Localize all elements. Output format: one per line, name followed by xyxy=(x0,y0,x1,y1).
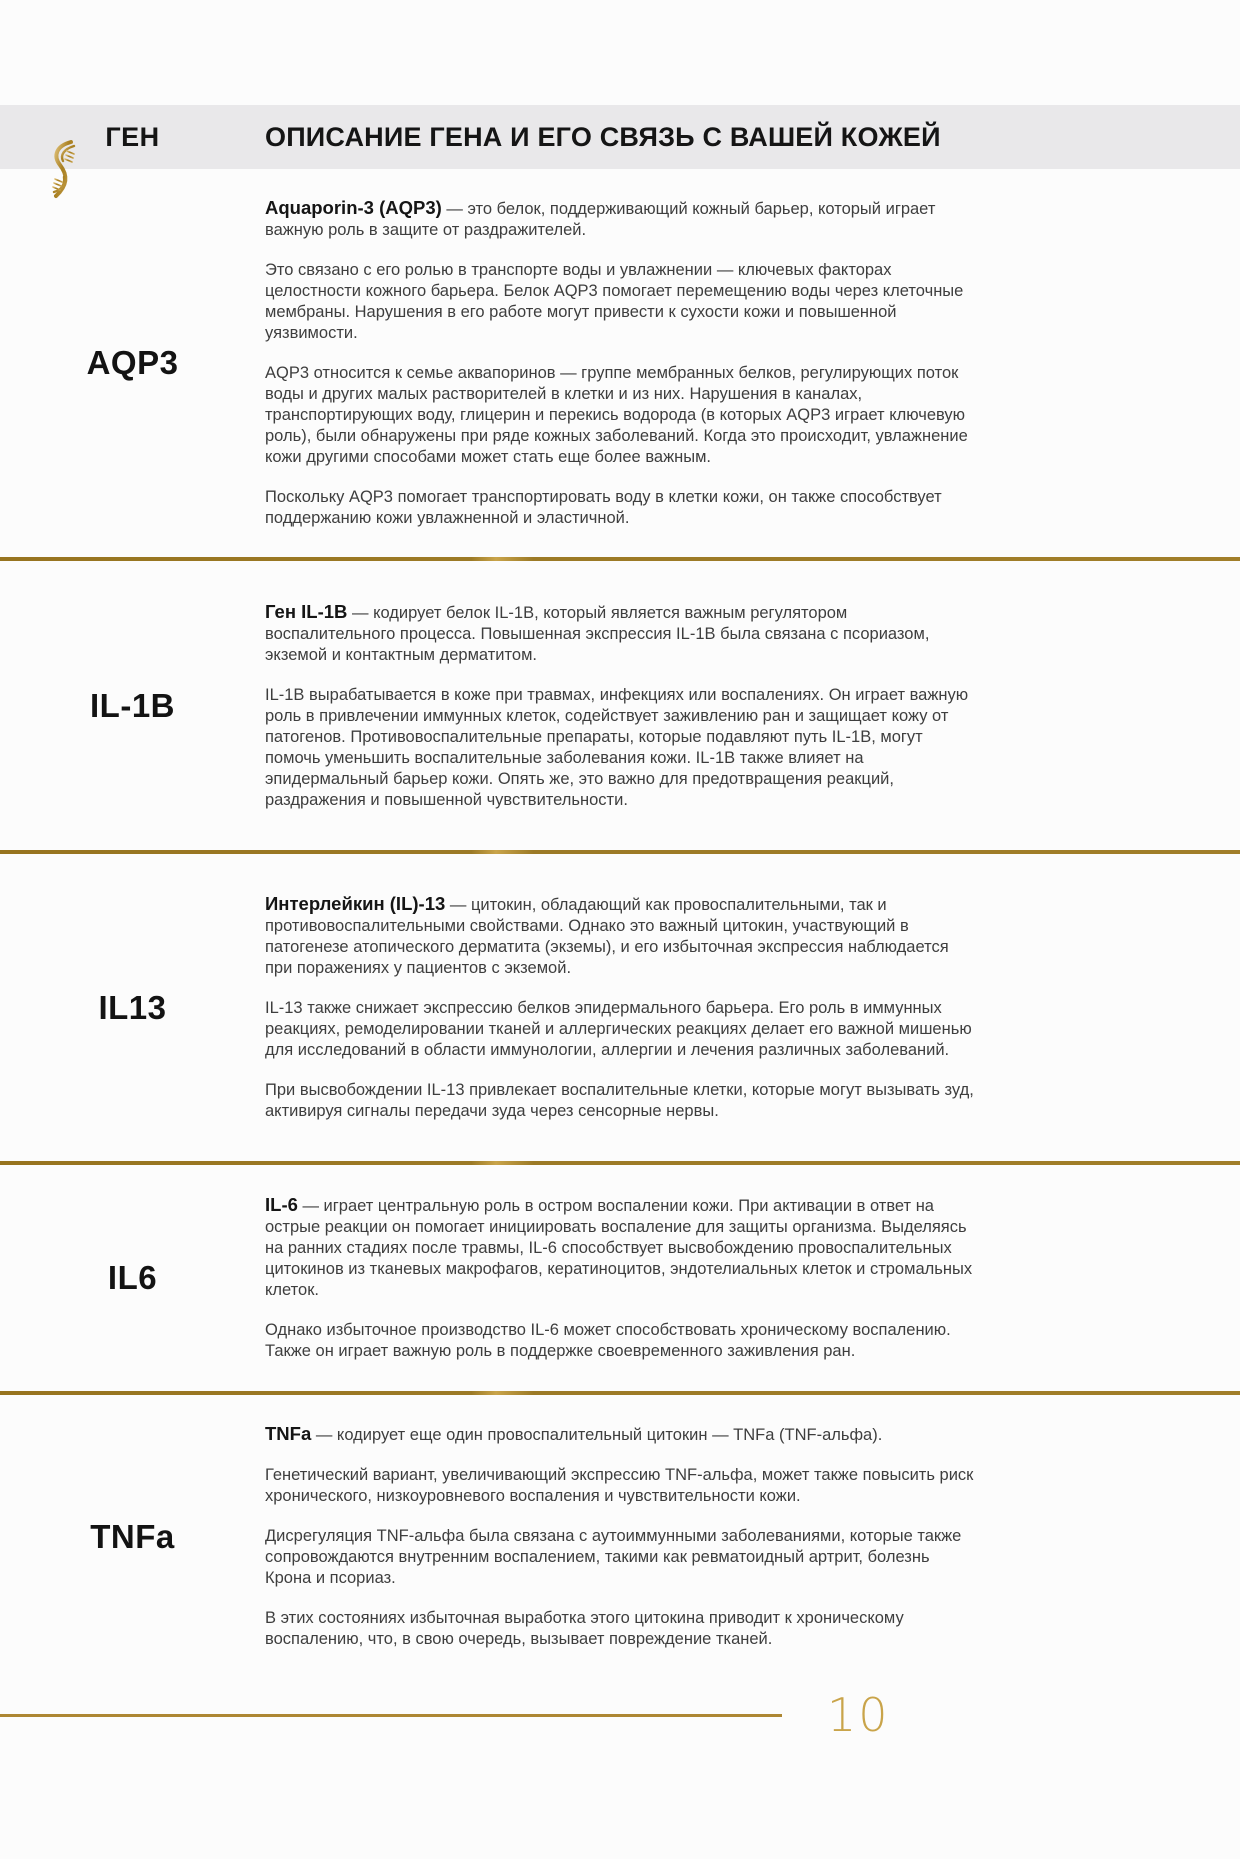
paragraph xyxy=(265,1465,977,1507)
paragraph-text: IL-13 также снижает экспрессию белков эпидермального барьера. Его роль в иммунных реакциях, ремоделировании тканей и аллергических реакциях делает его важной мишенью для исследований в области иммунологии, аллергии и лечения различных заболеваний. xyxy=(265,999,972,1059)
paragraph-text: — играет центральную роль в остром воспалении кожи. При активации в ответ на острые реакции он помогает инициировать воспаление для защиты организма. Выделяясь на ранних стадиях после травмы, IL-6 способствует высвобождению провоспалительных цитокинов из тканевых макрофагов, кератиноцитов, эндотелиальных клеток и стромальных клеток. xyxy=(265,1197,973,1299)
paragraph-text: — цитокин, обладающий как провоспалительными, так и противовоспалительными свойствами. Однако это важный цитокин, участвующий в патогенезе атопического дерматита (экземы), и его избыточная экспрессия наблюдается при поражениях у пациентов с экземой. xyxy=(265,896,949,977)
brand-logo xyxy=(46,139,82,201)
table-row xyxy=(0,561,1240,850)
paragraph xyxy=(265,998,977,1061)
dna-helix-icon xyxy=(46,188,82,205)
gene-lead: IL-6 xyxy=(265,1194,298,1215)
gene-lead: Aquaporin-3 (AQP3) xyxy=(265,197,442,218)
column-header-gene: ГЕН xyxy=(105,121,160,152)
gene-name: IL6 xyxy=(107,1259,158,1296)
paragraph-text: При высвобождении IL-13 привлекает воспалительные клетки, которые могут вызывать зуд, активируя сигналы передачи зуда через сенсорные нервы. xyxy=(265,1081,974,1120)
paragraph-text: Однако избыточное производство IL-6 может способствовать хроническому воспалению. Также он играет важную роль в поддержке своевременного заживления ран. xyxy=(265,1321,951,1360)
table-row xyxy=(0,169,1240,557)
paragraph xyxy=(265,1608,977,1650)
gene-description xyxy=(265,573,977,839)
table-row xyxy=(0,1395,1240,1678)
gene-description xyxy=(265,1166,977,1390)
paragraph xyxy=(265,601,977,666)
gene-name: AQP3 xyxy=(86,344,179,381)
paragraph xyxy=(265,363,977,468)
column-header-description: ОПИСАНИЕ ГЕНА И ЕГО СВЯЗЬ С ВАШЕЙ КОЖЕЙ xyxy=(265,121,941,152)
gene-description xyxy=(265,865,977,1150)
footer-rule xyxy=(0,1714,782,1717)
gene-name: IL-1B xyxy=(90,686,175,724)
paragraph xyxy=(265,893,977,979)
gene-description xyxy=(265,1395,977,1678)
table-header xyxy=(0,105,1240,169)
gene-name: IL13 xyxy=(98,988,167,1026)
gene-description xyxy=(265,169,977,557)
gene-lead: TNFa xyxy=(265,1423,312,1444)
page-number: 10 xyxy=(827,1688,890,1742)
paragraph-text: Генетический вариант, увеличивающий экспрессию TNF-альфа, может также повысить риск хронического, низкоуровневого воспаления и чувствительности кожи. xyxy=(265,1466,974,1505)
paragraph-text: Дисрегуляция TNF-альфа была связана с аутоиммунными заболеваниями, которые также сопровождаются внутренним воспалением, такими как ревматоидный артрит, болезнь Крона и псориаз. xyxy=(265,1527,962,1587)
paragraph xyxy=(265,1423,977,1446)
paragraph-text: — кодирует еще один провоспалительный цитокин — TNFa (TNF-альфа). xyxy=(311,1426,883,1444)
paragraph xyxy=(265,487,977,529)
paragraph xyxy=(265,260,977,344)
gene-table xyxy=(0,169,1240,1678)
paragraph-text: Поскольку AQP3 помогает транспортировать воду в клетки кожи, он также способствует поддержанию кожи увлажненной и эластичной. xyxy=(265,488,942,527)
paragraph xyxy=(265,1080,977,1122)
gene-lead: Интерлейкин (IL)-13 xyxy=(265,893,446,914)
paragraph xyxy=(265,1320,977,1362)
paragraph-text: — это белок, поддерживающий кожный барьер, который играет важную роль в защите от раздражителей. xyxy=(265,200,936,239)
paragraph xyxy=(265,1526,977,1589)
gene-name: TNFa xyxy=(90,1517,175,1555)
paragraph xyxy=(265,197,977,241)
table-row xyxy=(0,1165,1240,1391)
page-footer xyxy=(0,1688,1240,1742)
paragraph xyxy=(265,1194,977,1301)
paragraph-text: В этих состояниях избыточная выработка этого цитокина приводит к хроническому воспалению, что, в свою очередь, вызывает повреждение тканей. xyxy=(265,1609,904,1648)
paragraph-text: — кодирует белок IL-1B, который является важным регулятором воспалительного процесса. Повышенная экспрессия IL-1B была связана с псориазом, экземой и контактным дерматитом. xyxy=(265,603,930,664)
paragraph-text: AQP3 относится к семье аквапоринов — группе мембранных белков, регулирующих поток воды и других малых растворителей в клетки и из них. Нарушения в каналах, транспортирующих воду, глицерин и перекись водорода (в которых AQP3 играет ключевую роль), были обнаружены при ряде кожных заболеваний. Когда это происходит, увлажнение кожи другими способами может стать еще более важным. xyxy=(265,364,968,466)
paragraph-text: Это связано с его ролью в транспорте воды и увлажнении — ключевых факторах целостности кожного барьера. Белок AQP3 помогает перемещению воды через клеточные мембраны. Нарушения в его работе могут привести к сухости кожи и повышенной уязвимости. xyxy=(265,261,964,342)
paragraph-text: IL-1B вырабатывается в коже при травмах, инфекциях или воспалениях. Он играет важную роль в привлечении иммунных клеток, содействует заживлению ран и защищает кожу от патогенов. Противовоспалительные препараты, которые подавляют путь IL-1B, могут помочь уменьшить воспалительные заболевания кожи. IL-1B также влияет на эпидермальный барьер кожи. Опять же, это важно для предотвращения реакций, раздражения и повышенной чувствительности. xyxy=(265,685,969,809)
paragraph xyxy=(265,685,977,811)
gene-lead: Ген IL-1B xyxy=(265,600,348,622)
table-row xyxy=(0,854,1240,1161)
